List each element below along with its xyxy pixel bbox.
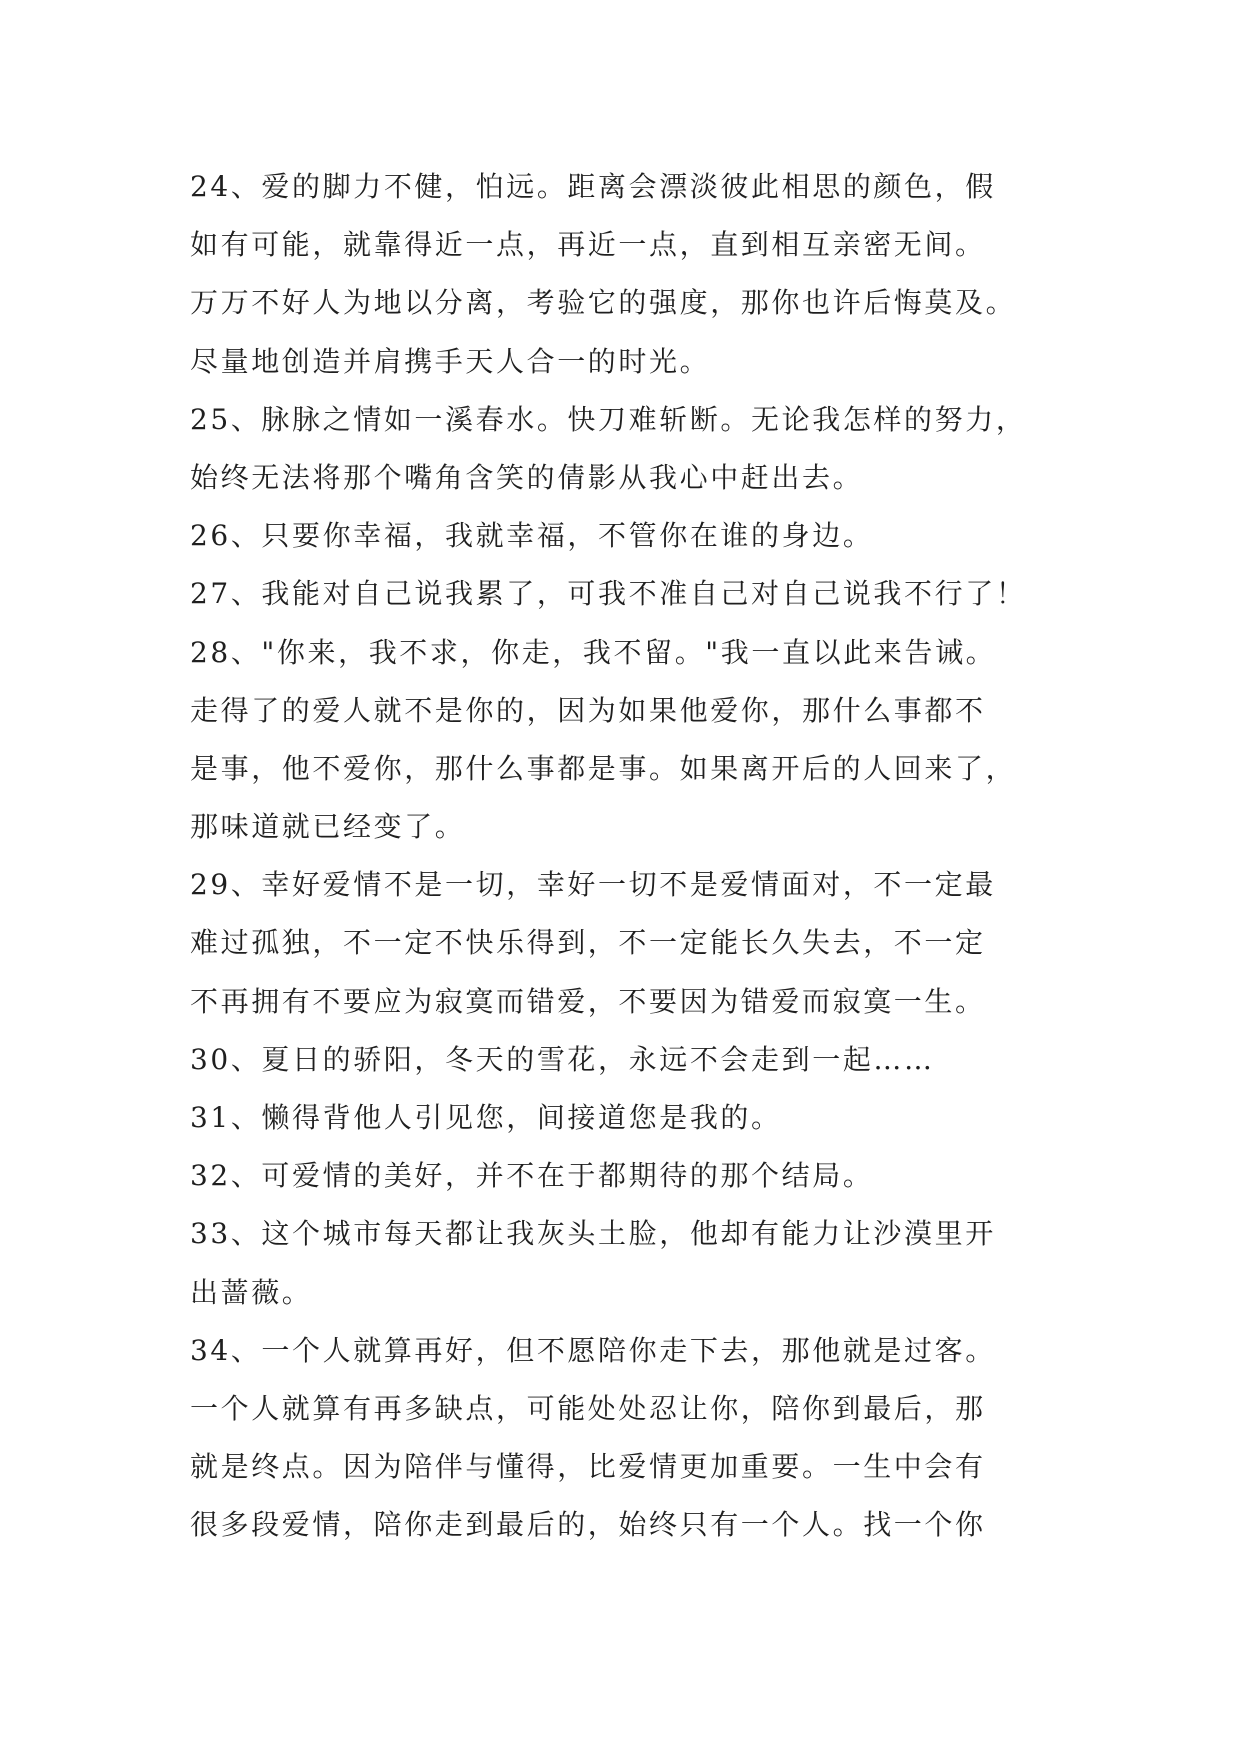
text-line: 万万不好人为地以分离，考验它的强度，那你也许后悔莫及。 — [190, 286, 1017, 320]
text-line: 24、爱的脚力不健，怕远。距离会漂淡彼此相思的颜色，假 — [190, 170, 996, 203]
text-line: 26、只要你幸福，我就幸福，不管你在谁的身边。 — [190, 519, 874, 553]
text-line: 出蔷薇。 — [190, 1275, 313, 1309]
text-line: 一个人就算有再多缺点，可能处处忍让你，陪你到最后，那 — [190, 1391, 986, 1425]
text-line: 29、幸好爱情不是一切，幸好一切不是爱情面对，不一定最 — [190, 868, 996, 902]
text-line: 很多段爱情，陪你走到最后的，始终只有一个人。找一个你 — [190, 1508, 986, 1542]
text-line: 是事，他不爱你，那什么事都是事。如果离开后的人回来了， — [190, 751, 1017, 785]
text-line: 28、"你来，我不求，你走，我不留。"我一直以此来告诫。 — [190, 635, 997, 669]
text-line: 34、一个人就算再好，但不愿陪你走下去，那他就是过客。 — [190, 1333, 996, 1367]
text-line: 25、脉脉之情如一溪春水。快刀难斩断。无论我怎样的努力， — [190, 402, 1027, 436]
text-line: 尽量地创造并肩携手天人合一的时光。 — [190, 344, 711, 378]
document-body — [190, 158, 1070, 1555]
text-line: 不再拥有不要应为寂寞而错爱，不要因为错爱而寂寞一生。 — [190, 984, 986, 1018]
text-line: 就是终点。因为陪伴与懂得，比爱情更加重要。一生中会有 — [190, 1450, 986, 1484]
text-line: 30、夏日的骄阳，冬天的雪花，永远不会走到一起…… — [190, 1042, 935, 1076]
text-line: 走得了的爱人就不是你的，因为如果他爱你，那什么事都不 — [190, 693, 986, 727]
text-line: 33、这个城市每天都让我灰头土脸，他却有能力让沙漠里开 — [190, 1217, 996, 1251]
text-line: 32、可爱情的美好，并不在于都期待的那个结局。 — [190, 1159, 874, 1193]
text-line: 难过孤独，不一定不快乐得到，不一定能长久失去，不一定 — [190, 926, 986, 960]
text-line: 那味道就已经变了。 — [190, 810, 466, 844]
text-line: 如有可能，就靠得近一点，再近一点，直到相互亲密无间。 — [190, 228, 986, 262]
text-line: 27、我能对自己说我累了，可我不准自己对自己说我不行了！ — [190, 577, 1027, 611]
text-line: 31、懒得背他人引见您，间接道您是我的。 — [190, 1101, 782, 1134]
text-line: 始终无法将那个嘴角含笑的倩影从我心中赶出去。 — [190, 460, 864, 494]
